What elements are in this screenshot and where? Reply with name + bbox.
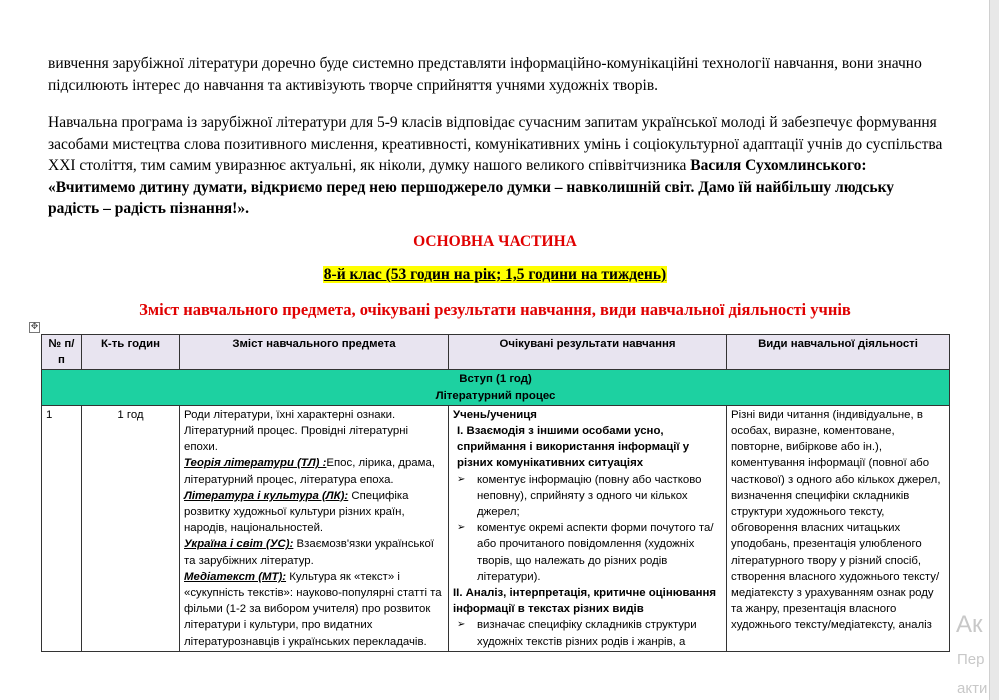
activation-watermark-line2: Пер <box>957 651 985 668</box>
class-heading <box>0 266 990 284</box>
tl-label: Теорія літератури (ТЛ) : <box>184 457 327 470</box>
outcomes-section-1: І. Взаємодія з іншими особами усно, сприймання і використання інформації у різних комунікативних ситуаціях <box>457 425 690 470</box>
intro-paragraph-2-text: Навчальна програма із зарубіжної літератури для 5-9 класів відповідає сучасним запитам української молоді й забезпечує формування засобами мистецтва слова позитивного мислення, креативності, комунікативних умінь і соціокультурної адаптації учнів до суспільства ХХІ століття, тим самим увиразнює актуальні, як ніколи, думку нашого великого співвітчизника <box>48 114 943 174</box>
us-text: Взаємозв'язки української та зарубіжних літератур. <box>184 538 434 567</box>
list-item-text: коментує окремі аспекти форми почутого та/або прочитаного повідомлення (художніх творів, що належать до різних родів літератури). <box>477 522 714 583</box>
tl-text: Епос, лірика, драма, літературний процес, література епоха. <box>184 457 435 486</box>
header-content: Зміст навчального предмета <box>180 335 449 370</box>
lk-label: Література і культура (ЛК): <box>184 489 349 502</box>
content-intro: Роди літератури, їхні характерні ознаки. Літературний процес. Провідні літературні епохи. <box>184 408 409 454</box>
section-subtitle: Літературний процес <box>435 389 556 402</box>
row-content <box>180 405 449 651</box>
curriculum-table <box>41 334 950 652</box>
arrow-bullet-icon: ➢ <box>457 473 466 485</box>
intro-paragraph-2 <box>48 112 948 220</box>
header-num: № п/п <box>42 335 82 370</box>
class-heading-text: 8-й клас (53 годин на рік; 1,5 години на тиждень) <box>323 266 667 283</box>
activation-watermark-line1: Ак <box>956 611 983 638</box>
row-num: 1 <box>42 405 82 651</box>
header-outcomes: Очікувані результати навчання <box>449 335 727 370</box>
outcomes-section-2: ІІ. Аналіз, інтерпретація, критичне оцінювання інформації в текстах різних видів <box>453 587 717 616</box>
mt-label: Медіатекст (МТ): <box>184 570 287 583</box>
list-item-text: визначає специфіку складників структури художніх текстів різних родів і жанрів, а <box>477 619 697 648</box>
header-activities: Види навчальної діяльності <box>727 335 950 370</box>
table-row <box>42 405 950 651</box>
section-row <box>42 370 950 405</box>
vertical-scrollbar[interactable] <box>989 0 999 700</box>
arrow-bullet-icon: ➢ <box>457 619 466 631</box>
lk-text: Специфіка розвитку художньої культури різних країн, народів, національностей. <box>184 489 409 535</box>
row-hours: 1 год <box>82 405 180 651</box>
table-header-row <box>42 335 950 370</box>
mt-text: Культура як «текст» і «сукупність текстів»: науково-популярні статті та фільми (1-2 за вибором учителя) про розвиток літератури і культури, про видатних літературознавців і українських перекладачів. <box>184 570 442 648</box>
quote-sukhomlynsky: Василя Сухомлинського: «Вчитимемо дитину думати, відкриємо перед нею першоджерело думки – навколишній світ. Дамо їй найбільшу людську радість – радість пізнання!». <box>48 157 895 217</box>
outcomes-who: Учень/учениця <box>453 408 537 421</box>
list-item <box>453 472 722 521</box>
list-item <box>453 617 722 649</box>
main-part-heading: ОСНОВНА ЧАСТИНА <box>413 233 577 250</box>
arrow-bullet-icon: ➢ <box>457 522 466 534</box>
content-heading: Зміст навчального предмета, очікувані результати навчання, види навчальної діяльності учнів <box>139 300 851 319</box>
section-title: Вступ (1 год) <box>459 373 532 386</box>
list-item-text: коментує інформацію (повну або частково неповну), сприйняту з одного чи кількох джерел; <box>477 473 702 519</box>
section-cell <box>42 370 950 405</box>
list-item <box>453 520 722 585</box>
us-label: Україна і світ (УС): <box>184 538 294 551</box>
intro-paragraph-1: вивчення зарубіжної літератури доречно буде системно представляти інформаційно-комунікаційні технології навчання, вони значно підсилюють інтерес до навчання та активізують творче сприйняття учнями художніх творів. <box>48 55 922 94</box>
row-outcomes <box>449 405 727 651</box>
table-move-handle-icon[interactable]: ✥ <box>30 322 39 332</box>
header-hours: К-ть годин <box>82 335 180 370</box>
row-activities: Різні види читання (індивідуальне, в особах, виразне, коментоване, повторне, вибіркове або ін.), коментування інформації (повної або часткової) з одного або кількох джерел, визначення специфіки складників структури художнього тексту, обговорення власних читацьких уподобань, презентація улюбленого літературного твору у різний спосіб, створення власного художнього тексту/медіатексту з урахуванням ознак роду та жанру, презентація власного художнього тексту/медіатексту, аналіз <box>727 405 950 651</box>
activation-watermark-line3: акти <box>957 680 988 697</box>
